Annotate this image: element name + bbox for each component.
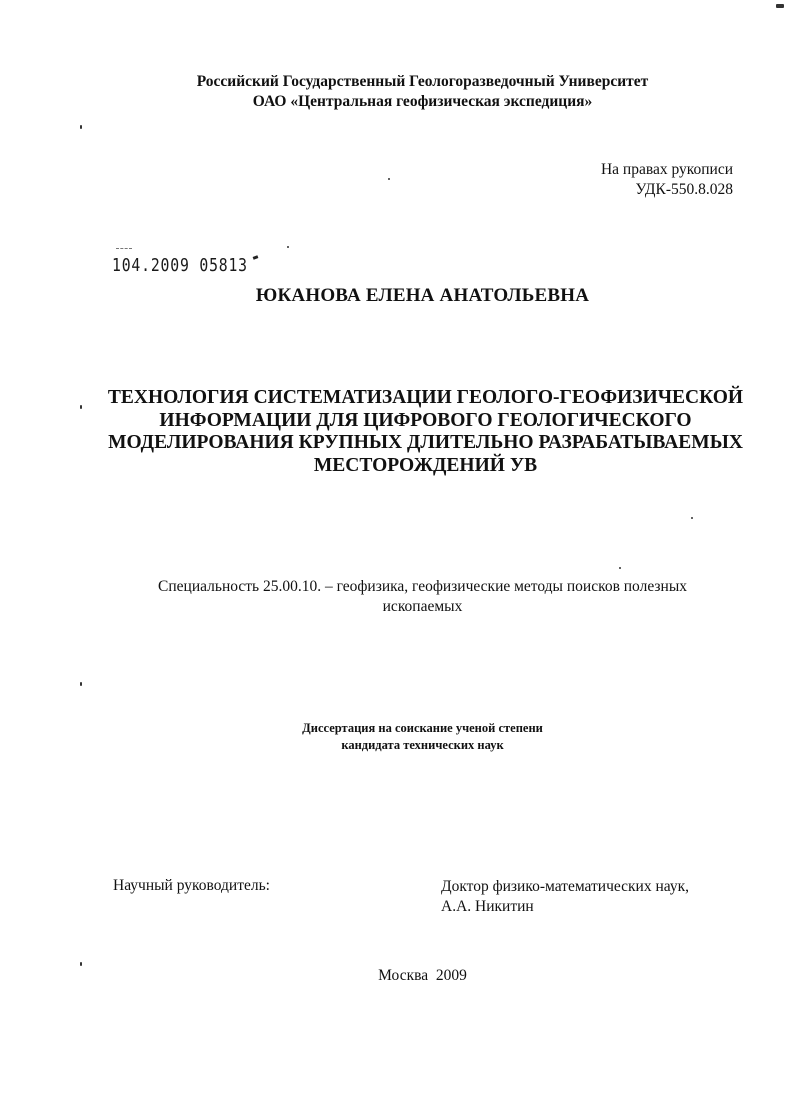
manuscript-rights-block: [601, 160, 733, 200]
title-line: МЕСТОРОЖДЕНИЙ УВ: [313, 454, 538, 476]
scan-speck: [80, 682, 82, 686]
thesis-title: [28, 387, 795, 477]
scan-speck: [80, 125, 82, 129]
catalog-number-stamp: 104.2009 05813: [112, 255, 248, 276]
manuscript-rights: На правах рукописи: [600, 161, 733, 178]
supervisor-label: Научный руководитель:: [113, 877, 270, 894]
degree-block: [25, 720, 795, 754]
specialty-line: ископаемых: [382, 598, 463, 615]
city-year: Москва 2009: [378, 967, 467, 984]
organization-name: ОАО «Центральная геофизическая экспедиция»: [252, 93, 593, 110]
scan-speck: [80, 405, 82, 409]
scan-speck: [691, 517, 693, 519]
title-line: ТЕХНОЛОГИЯ СИСТЕМАТИЗАЦИИ ГЕОЛОГО-ГЕОФИЗИЧЕСКОЙ: [107, 387, 744, 408]
author-name: ЮКАНОВА ЕЛЕНА АНАТОЛЬЕВНА: [255, 285, 590, 306]
title-line: ИНФОРМАЦИИ ДЛЯ ЦИФРОВОГО ГЕОЛОГИЧЕСКОГО: [159, 409, 692, 431]
university-name: Российский Государственный Геологоразведочный Университет: [196, 73, 649, 90]
specialty-block: [25, 577, 795, 617]
scan-speck: [388, 178, 390, 180]
title-line: МОДЕЛИРОВАНИЯ КРУПНЫХ ДЛИТЕЛЬНО РАЗРАБАТЫВАЕМЫХ: [108, 432, 743, 453]
supervisor-name: А.А. Никитин: [441, 898, 534, 915]
scan-speck: [287, 246, 289, 248]
scan-speck: [80, 962, 82, 966]
supervisor-degree: Доктор физико-математических наук,: [441, 878, 690, 895]
degree-line: Диссертация на соискание ученой степени: [302, 721, 543, 735]
catalog-stamp-mark: [116, 248, 132, 251]
stamp-dash: [253, 255, 259, 260]
udc-code: УДК-550.8.028: [635, 181, 733, 198]
supervisor-info: [441, 877, 689, 917]
specialty-line: Специальность 25.00.10. – геофизика, геофизические методы поисков полезных: [158, 578, 687, 595]
institution-header: [25, 72, 795, 112]
scan-speck: [776, 4, 784, 8]
scan-speck: [619, 567, 621, 569]
degree-line: кандидата технических наук: [341, 738, 504, 752]
